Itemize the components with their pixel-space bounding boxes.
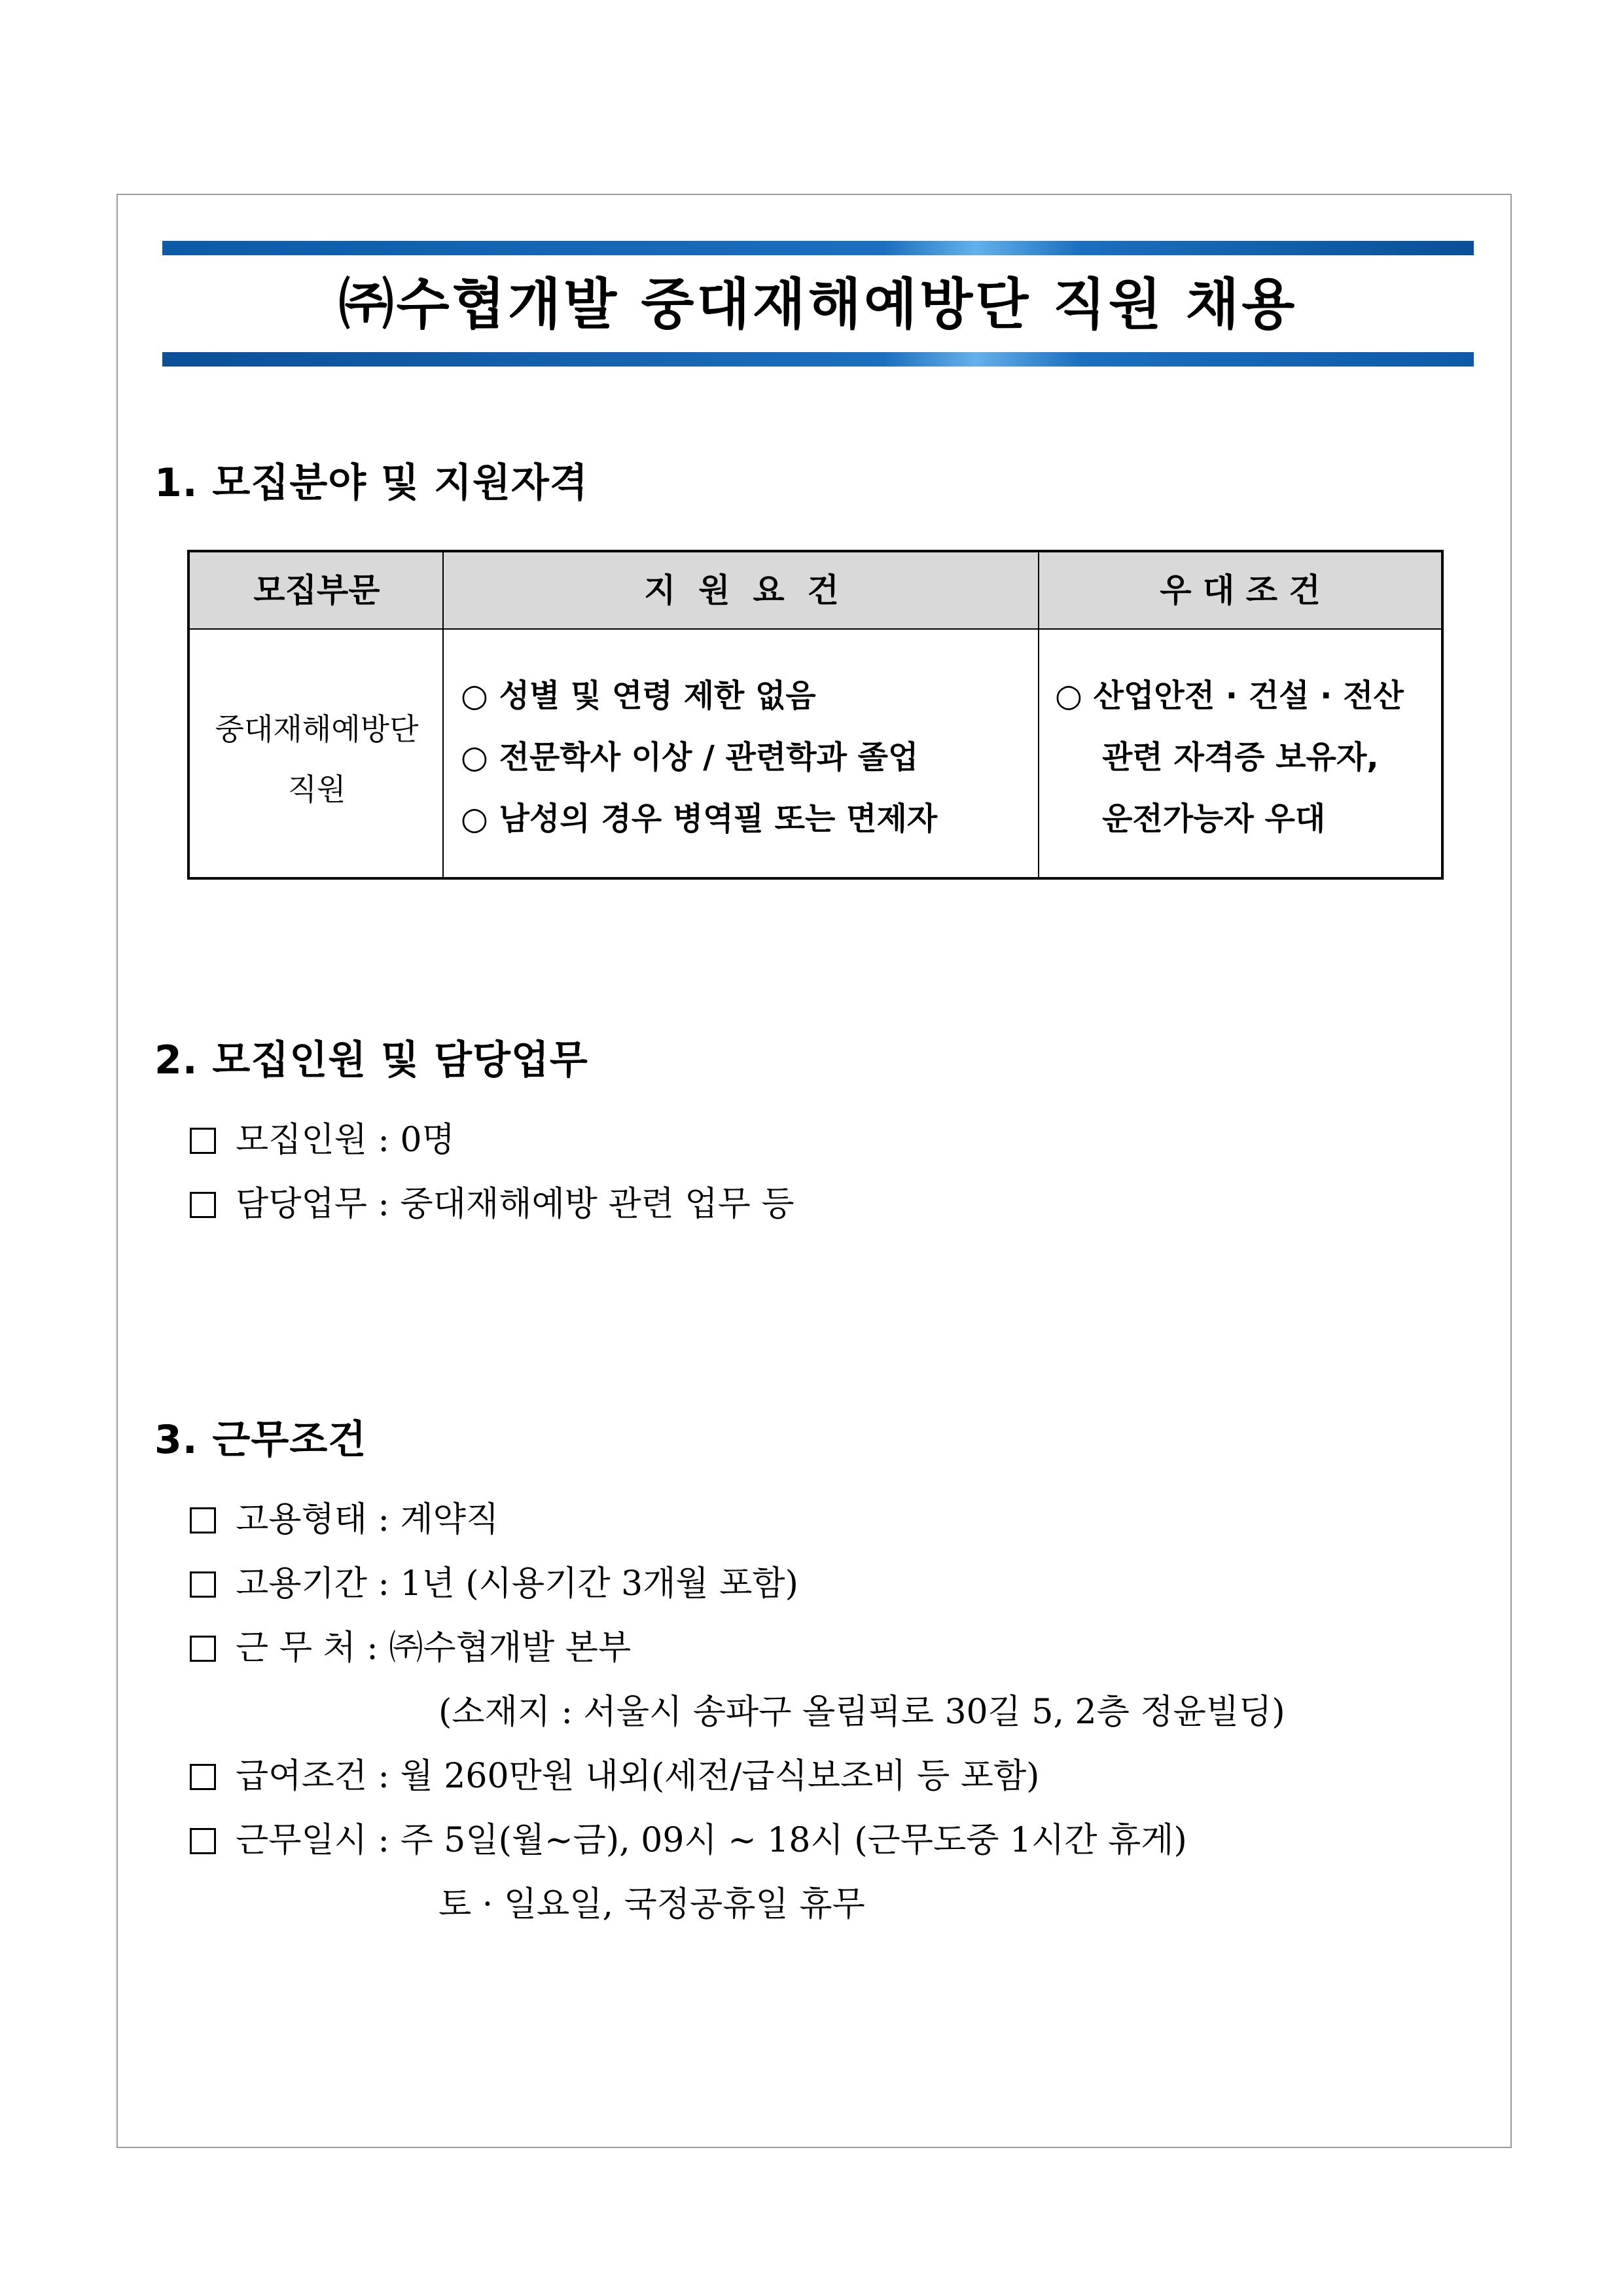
item-value: : 월 260만원 내외(세전/급식보조비 등 포함) <box>378 1757 1040 1796</box>
preference-item: 운전가능자 우대 <box>1102 800 1326 837</box>
item-label: 모집인원 <box>236 1121 367 1160</box>
qualification-table <box>187 550 1444 880</box>
work-hours-item <box>190 1814 1187 1867</box>
item-label: 근 무 처 <box>236 1628 356 1668</box>
item-label: 근무일시 <box>236 1821 367 1860</box>
checkbox-icon <box>190 1192 216 1218</box>
requirement-item: ○ 성별 및 연령 제한 없음 <box>461 677 816 714</box>
preference-item: ○ 산업안전 · 건설 · 전산 <box>1055 677 1404 714</box>
requirement-item: ○ 남성의 경우 병역필 또는 면제자 <box>461 800 938 837</box>
item-value: : 주 5일(월~금), 09시 ~ 18시 (근무도중 1시간 휴게) <box>378 1821 1187 1860</box>
checkbox-icon <box>190 1571 216 1598</box>
days-off-note: 토 · 일요일, 국정공휴일 휴무 <box>438 1885 865 1924</box>
requirement-item: ○ 전문학사 이상 / 관련학과 졸업 <box>461 739 919 776</box>
item-label: 담당업무 <box>236 1185 367 1224</box>
section-heading-1: 1. 모집분야 및 지원자격 <box>154 460 588 506</box>
preferences-cell <box>1055 665 1441 850</box>
employment-period-item <box>190 1558 798 1610</box>
checkbox-icon <box>190 1764 216 1790</box>
preference-item: 관련 자격증 보유자, <box>1102 739 1379 776</box>
page-title: ㈜수협개발 중대재해예방단 직원 채용 <box>338 272 1298 336</box>
item-label: 고용형태 <box>236 1500 367 1539</box>
item-label: 고용기간 <box>236 1564 367 1604</box>
division-cell <box>190 699 444 819</box>
item-value: : 0명 <box>378 1121 455 1160</box>
section-heading-3: 3. 근무조건 <box>154 1417 367 1463</box>
title-band-bottom <box>162 352 1474 367</box>
duty-item <box>190 1178 794 1230</box>
employment-type-item <box>190 1494 499 1546</box>
salary-item <box>190 1750 1039 1803</box>
title-band-top <box>162 241 1474 255</box>
checkbox-icon <box>190 1128 216 1154</box>
checkbox-icon <box>190 1636 216 1662</box>
table-divider-2 <box>1038 552 1039 877</box>
table-header-preferences: 우 대 조 건 <box>1160 571 1321 609</box>
item-value: : 1년 (시용기간 3개월 포함) <box>378 1564 798 1604</box>
table-header-requirements: 지 원 요 건 <box>644 571 839 609</box>
division-line-2: 직원 <box>287 772 346 807</box>
item-value: : ㈜수협개발 본부 <box>366 1628 632 1668</box>
checkbox-icon <box>190 1507 216 1534</box>
requirements-cell <box>461 665 1030 850</box>
workplace-address: (소재지 : 서울시 송파구 올림픽로 30길 5, 2층 정윤빌딩) <box>438 1693 1285 1732</box>
checkbox-icon <box>190 1828 216 1854</box>
item-label: 급여조건 <box>236 1757 367 1796</box>
item-value: : 계약직 <box>378 1500 499 1539</box>
workplace-item <box>190 1622 631 1674</box>
division-line-1: 중대재해예방단 <box>215 711 419 747</box>
item-value: : 중대재해예방 관련 업무 등 <box>378 1185 794 1224</box>
section-heading-2: 2. 모집인원 및 담당업무 <box>154 1037 588 1083</box>
recruit-count-item <box>190 1114 455 1166</box>
table-header-division: 모집부문 <box>253 571 380 609</box>
